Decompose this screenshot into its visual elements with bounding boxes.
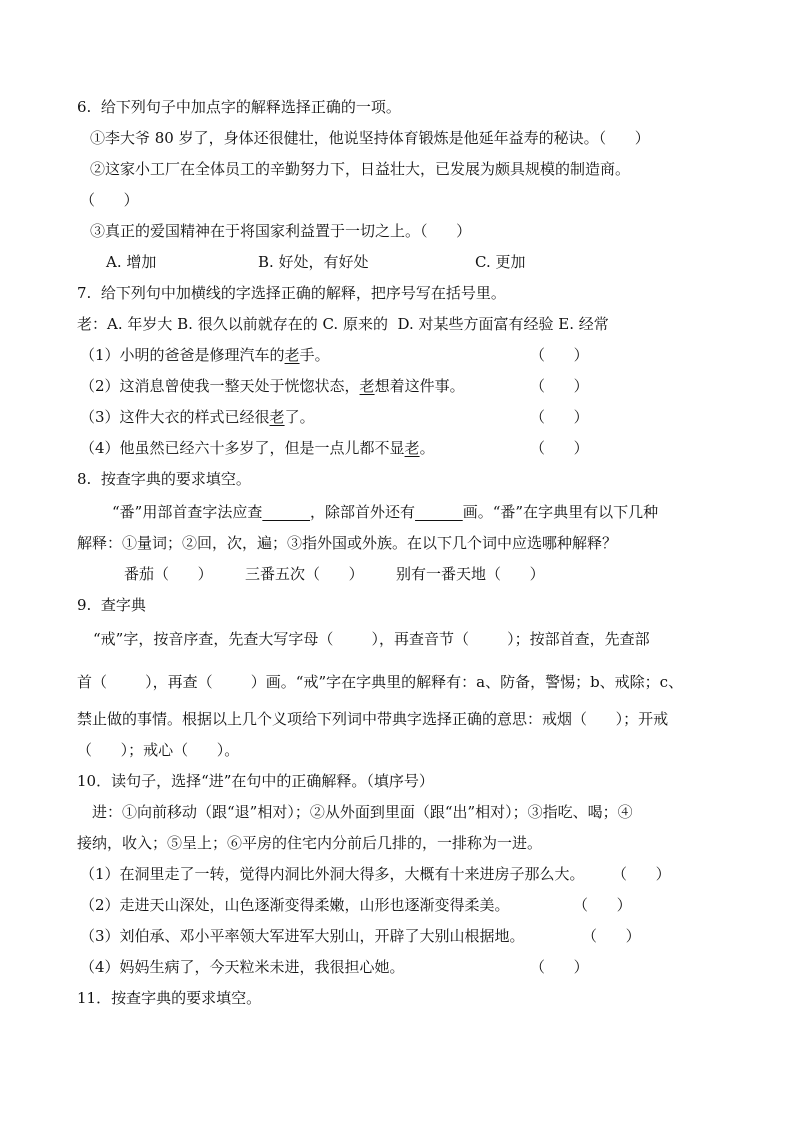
q10-definitions-2: 接纳，收入；⑤呈上；⑥平房的住宅内分前后几排的，一排称为一进。 [77, 834, 543, 852]
q6-option-a: A. 增加 [106, 253, 157, 271]
q8-word-2[interactable]: 三番五次（ ） [245, 565, 364, 583]
q7-item-3: （3）这件大衣的样式已经很老了。 [80, 408, 315, 426]
q7-item-1: （1）小明的爸爸是修理汽车的老手。 [80, 346, 330, 364]
q8-blank-radical[interactable] [262, 503, 310, 521]
q9-line-1: “戒”字，按音序查，先查大写字母（ ），再查音节（ ）；按部首查，先查部 [93, 630, 650, 648]
q7-item-4-underlined: 老 [404, 439, 420, 457]
q6-option-c: C. 更加 [475, 253, 526, 271]
q7-item-4-answer[interactable]: （ ） [530, 439, 589, 457]
q6-title: 6. 给下列句子中加点字的解释选择正确的一项。 [77, 98, 401, 116]
q7-item-4: （4）他虽然已经六十多岁了，但是一点儿都不显老。 [80, 439, 435, 457]
q6-sentence-2: ②这家小工厂在全体员工的辛勤努力下，日益壮大，已发展为颇具规模的制造商。 [90, 160, 631, 178]
q8-word-3[interactable]: 别有一番天地（ ） [396, 565, 545, 583]
q11-title: 11．按查字典的要求填空。 [77, 989, 262, 1007]
q7-title: 7. 给下列句中加横线的字选择正确的解释，把序号写在括号里。 [77, 284, 506, 302]
q6-sentence-3: ③真正的爱国精神在于将国家利益置于一切之上。（ ） [90, 222, 472, 240]
q10-item-4: （4）妈妈生病了，今天粒米未进，我很担心她。 [80, 958, 405, 976]
q8-line-2: 解释：①量词；②回，次，遍；③指外国或外族。在以下几个词中应选哪种解释？ [77, 534, 618, 552]
q9-title: 9. 查字典 [77, 596, 146, 614]
q9-line-4: （ ）；戒心（ ）。 [77, 741, 240, 759]
q10-item-2-answer[interactable]: （ ） [573, 896, 632, 914]
q8-blank-strokes[interactable] [415, 503, 463, 521]
q7-item-3-underlined: 老 [269, 408, 285, 426]
q8-title: 8. 按查字典的要求填空。 [77, 470, 251, 488]
q10-item-2: （2）走进天山深处，山色逐渐变得柔嫩，山形也逐渐变得柔美。 [80, 896, 510, 914]
q8-word-1[interactable]: 番茄（ ） [124, 565, 213, 583]
q7-item-2-underlined: 老 [359, 377, 375, 395]
q6-sentence-1: ①李大爷 80 岁了，身体还很健壮，他说坚持体育锻炼是他延年益寿的秘诀。（ ） [90, 129, 650, 147]
q9-line-3: 禁止做的事情。根据以上几个义项给下列词中带典字选择正确的意思：戒烟（ ）；开戒 [77, 710, 669, 728]
q9-line-2: 首（ ），再查（ ）画。“戒”字在字典里的解释有：a、防备，警惕；b、戒除；c、 [77, 673, 684, 691]
q7-item-1-answer[interactable]: （ ） [530, 346, 589, 364]
q10-item-1-answer[interactable]: （ ） [612, 865, 671, 883]
q7-definitions: 老：A. 年岁大 B. 很久以前就存在的 C. 原来的 D. 对某些方面富有经验 E. 经常 [77, 315, 609, 333]
q10-item-3: （3）刘伯承、邓小平率领大军进军大别山，开辟了大别山根据地。 [80, 927, 525, 945]
q6-sentence-2-answer[interactable]: （ ） [80, 191, 139, 209]
q7-item-3-answer[interactable]: （ ） [530, 408, 589, 426]
q7-item-2-answer[interactable]: （ ） [530, 377, 589, 395]
q10-definitions-1: 进：①向前移动（跟“退”相对）；②从外面到里面（跟“出”相对）；③指吃、喝；④ [92, 803, 633, 821]
q6-option-b: B. 好处，有好处 [258, 253, 369, 271]
q10-item-3-answer[interactable]: （ ） [582, 927, 641, 945]
q10-item-1: （1）在洞里走了一转，觉得内洞比外洞大得多，大概有十来进房子那么大。 [80, 865, 585, 883]
q7-item-1-underlined: 老 [284, 346, 300, 364]
q7-item-2: （2）这消息曾使我一整天处于恍惚状态，老想着这件事。 [80, 377, 465, 395]
q10-title: 10．读句子，选择“进”在句中的正确解释。（填序号） [77, 772, 434, 790]
q10-item-4-answer[interactable]: （ ） [530, 958, 589, 976]
q8-line-1: “番”用部首查字法应查 ，除部首外还有 画。“番”在字典里有以下几种 [112, 503, 659, 521]
